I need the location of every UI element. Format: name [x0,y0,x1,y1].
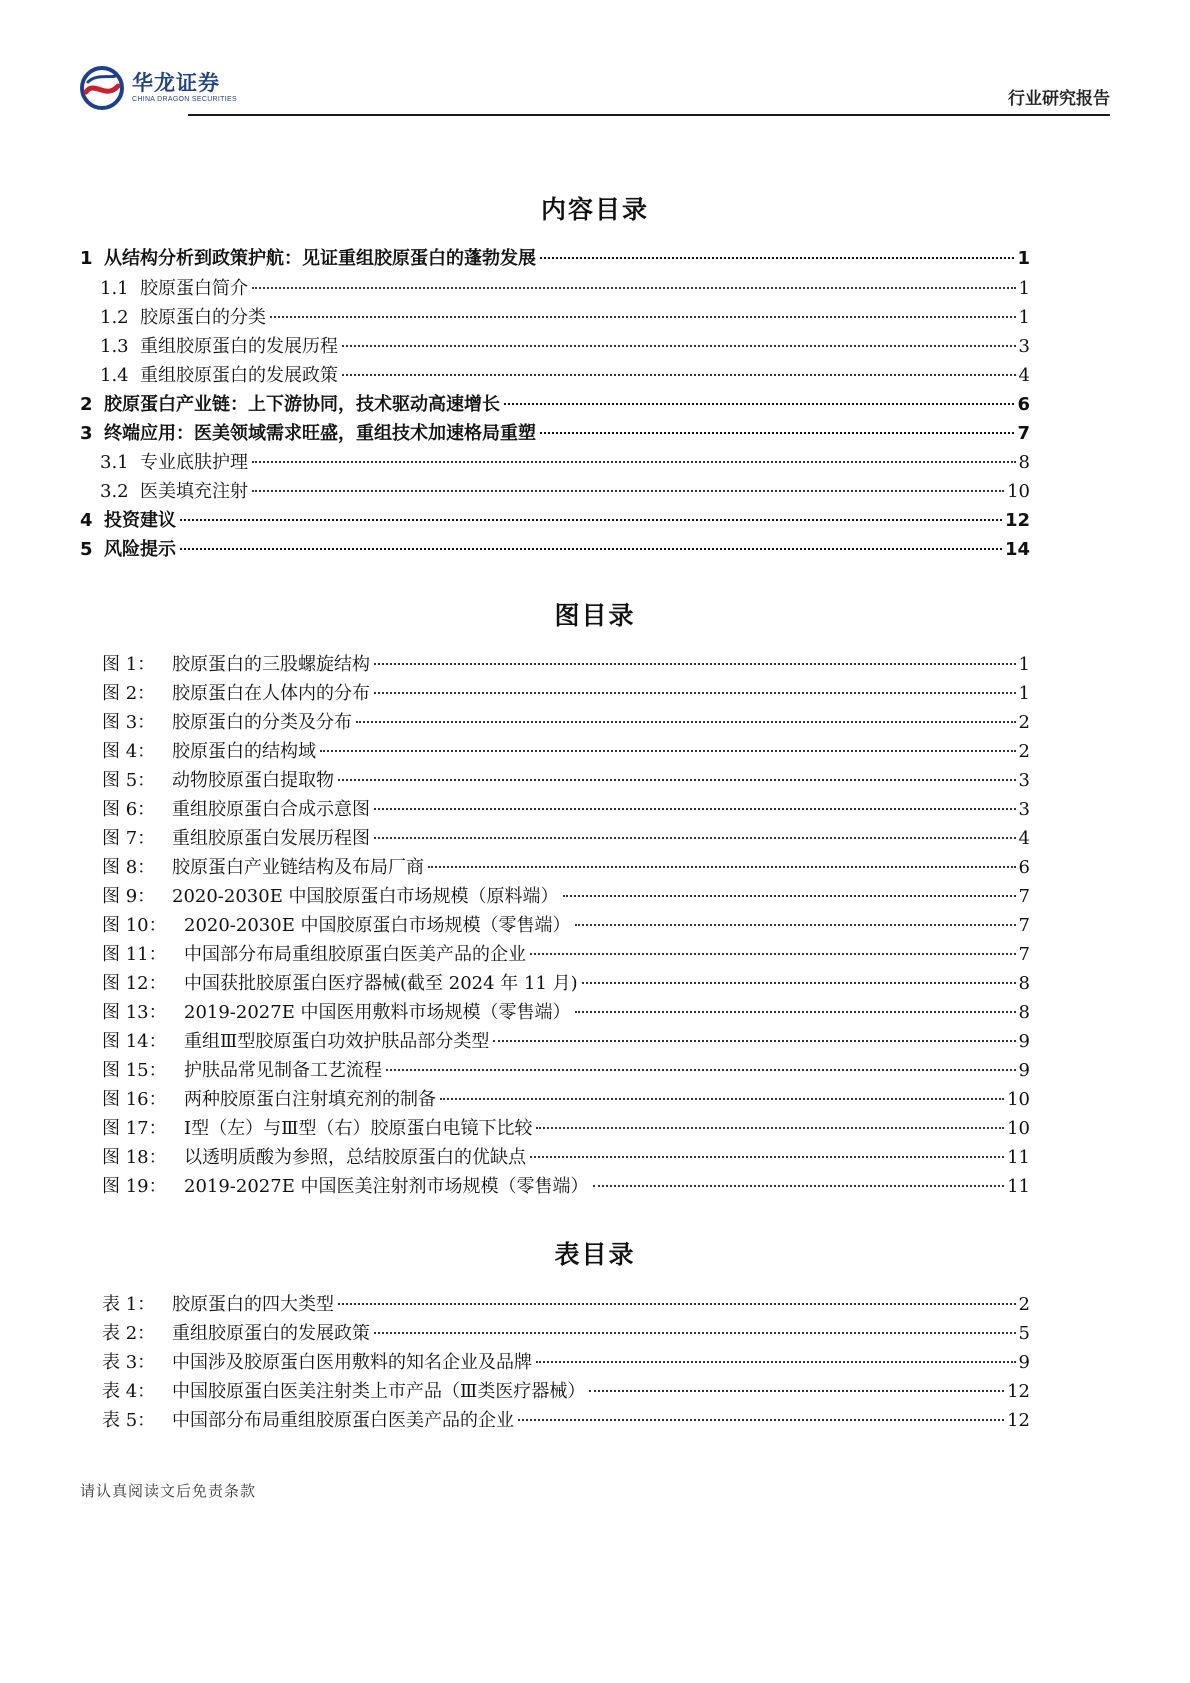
toc-entry-label: 胶原蛋白产业链：上下游协同，技术驱动高速增长 [104,394,500,415]
dot-leader [374,663,1016,665]
toc-entry-number: 1.3 [100,336,129,357]
table-entry-label: 胶原蛋白的四大类型 [172,1294,334,1315]
figure-entry-label: 2019-2027E 中国医用敷料市场规模（零售端） [184,1002,571,1023]
dot-leader [518,1419,1004,1421]
figure-entry[interactable] [102,795,1030,825]
figure-entry[interactable] [102,1143,1030,1173]
table-entry-label: 中国涉及胶原蛋白医用敷料的知名企业及品牌 [172,1352,532,1373]
figure-entry-number: 图 18： [102,1147,167,1168]
toc-entry-label: 风险提示 [104,539,176,560]
toc-entry-page: 12 [1004,510,1030,531]
figure-entry[interactable] [102,1114,1030,1144]
toc-entry[interactable] [100,448,1030,478]
figure-entry[interactable] [102,766,1030,796]
toc-entry-page: 10 [1007,481,1030,502]
table-entry-number: 表 5： [102,1410,156,1431]
toc-entry[interactable] [100,303,1030,333]
table-entry-label: 重组胶原蛋白的发展政策 [172,1323,370,1344]
toc-entry-number: 3 [80,423,93,444]
toc-entry-number: 5 [80,539,93,560]
toc-entry[interactable] [80,506,1030,536]
toc-entry-number: 4 [80,510,93,531]
dot-leader [575,1011,1016,1013]
figure-entry-number: 图 10： [102,915,167,936]
figures-title: 图目录 [554,601,636,630]
toc-entry[interactable] [100,361,1030,391]
dot-leader [593,1185,1005,1187]
dot-leader [493,1040,1015,1042]
figure-entry-label: 中国部分布局重组胶原蛋白医美产品的企业 [184,944,526,965]
brand-logo [80,66,237,110]
dot-leader [338,779,1016,781]
toc-entry[interactable] [80,419,1030,449]
dot-leader [342,374,1016,376]
figure-entry[interactable] [102,650,1030,680]
figure-entry-page: 11 [1007,1176,1030,1197]
dot-leader [530,953,1016,955]
figure-entry-number: 图 14： [102,1031,167,1052]
figure-entry-label: 胶原蛋白在人体内的分布 [172,683,370,704]
figure-entry-label: 重组胶原蛋白发展历程图 [172,828,370,849]
dot-leader [536,1361,1016,1363]
dot-leader [374,808,1016,810]
figure-entry[interactable] [102,998,1030,1028]
toc-entry-number: 1.1 [100,278,129,299]
figure-entry-label: 以透明质酸为参照，总结胶原蛋白的优缺点 [184,1147,526,1168]
dot-leader [320,750,1016,752]
dot-leader [356,721,1016,723]
toc-entry[interactable] [80,390,1030,420]
figure-entry-number: 图 9： [102,886,156,907]
figure-entry-label: 中国获批胶原蛋白医疗器械(截至 2024 年 11 月) [184,973,578,994]
figure-entry-label: Ⅰ型（左）与Ⅲ型（右）胶原蛋白电镜下比较 [184,1118,533,1139]
figure-entry[interactable] [102,1056,1030,1086]
figure-entry[interactable] [102,708,1030,738]
figure-entry-page: 7 [1018,944,1030,965]
figure-entry-page: 10 [1007,1089,1030,1110]
table-entry-page: 12 [1007,1381,1030,1402]
dot-leader [540,432,1014,434]
figure-entry-page: 8 [1018,1002,1030,1023]
figure-entry-page: 7 [1018,886,1030,907]
figure-entry-page: 2 [1018,712,1030,733]
figure-entry-number: 图 3： [102,712,156,733]
dragon-logo-icon [80,66,124,110]
figure-entry[interactable] [102,1085,1030,1115]
figure-entry-label: 重组胶原蛋白合成示意图 [172,799,370,820]
table-entry-number: 表 4： [102,1381,156,1402]
dot-leader [374,837,1016,839]
figure-entry-page: 8 [1018,973,1030,994]
table-entry[interactable] [102,1290,1030,1320]
figure-entry[interactable] [102,969,1030,999]
toc-entry-label: 重组胶原蛋白的发展历程 [140,336,338,357]
figure-entry[interactable] [102,1172,1030,1202]
figure-entry-label: 胶原蛋白产业链结构及布局厂商 [172,857,424,878]
dot-leader [252,461,1016,463]
dot-leader [536,1127,1004,1129]
header-divider [188,114,1110,116]
toc-entry-number: 1.4 [100,365,129,386]
figure-entry-label: 动物胶原蛋白提取物 [172,770,334,791]
figure-entry-number: 图 16： [102,1089,167,1110]
figure-entry-number: 图 8： [102,857,156,878]
figure-entry[interactable] [102,679,1030,709]
toc-entry-page: 8 [1018,452,1030,473]
figure-entry-label: 胶原蛋白的结构域 [172,741,316,762]
figure-entry[interactable] [102,853,1030,883]
dot-leader [270,316,1016,318]
table-entry-page: 2 [1018,1294,1030,1315]
toc-entry-label: 胶原蛋白简介 [140,278,248,299]
figure-entry[interactable] [102,1027,1030,1057]
toc-entry-label: 投资建议 [104,510,176,531]
toc-entry-label: 医美填充注射 [140,481,248,502]
figure-entry-page: 6 [1018,857,1030,878]
table-entry[interactable] [102,1377,1030,1407]
figure-entry-page: 4 [1018,828,1030,849]
table-entry-number: 表 2： [102,1323,156,1344]
figure-entry-label: 2020-2030E 中国胶原蛋白市场规模（原料端） [172,886,559,907]
figure-entry-number: 图 4： [102,741,156,762]
toc-entry-page: 14 [1004,539,1030,560]
dot-leader [540,257,1014,259]
toc-entry-label: 专业底肤护理 [140,452,248,473]
dot-leader [252,490,1004,492]
figure-entry-label: 护肤品常见制备工艺流程 [184,1060,382,1081]
figure-entry-page: 1 [1018,683,1030,704]
dot-leader [440,1098,1004,1100]
figure-entry-number: 图 15： [102,1060,167,1081]
dot-leader [589,1390,1004,1392]
dot-leader [374,692,1016,694]
toc-entry[interactable] [80,244,1030,274]
figure-entry-page: 7 [1018,915,1030,936]
table-entry[interactable] [102,1406,1030,1436]
toc-entry[interactable] [100,477,1030,507]
figure-entry-number: 图 19： [102,1176,167,1197]
figure-entry-page: 3 [1018,770,1030,791]
toc-entry-label: 胶原蛋白的分类 [140,307,266,328]
figure-entry-number: 图 12： [102,973,167,994]
figure-entry[interactable] [102,737,1030,767]
figure-entry-number: 图 7： [102,828,156,849]
dot-leader [575,924,1016,926]
figure-entry[interactable] [102,824,1030,854]
toc-entry-page: 1 [1018,307,1030,328]
figure-entry[interactable] [102,940,1030,970]
figure-entry-page: 10 [1007,1118,1030,1139]
toc-entry-label: 终端应用：医美领域需求旺盛，重组技术加速格局重塑 [104,423,536,444]
figure-entry-page: 3 [1018,799,1030,820]
table-entry-page: 12 [1007,1410,1030,1431]
toc-entry-page: 7 [1017,423,1030,444]
figure-entry-label: 胶原蛋白的分类及分布 [172,712,352,733]
dot-leader [563,895,1016,897]
toc-entry-page: 4 [1018,365,1030,386]
toc-entry[interactable] [80,535,1030,565]
figure-entry-page: 1 [1018,654,1030,675]
table-entry-number: 表 1： [102,1294,156,1315]
figure-entry-number: 图 17： [102,1118,167,1139]
report-type: 行业研究报告 [1008,89,1110,109]
table-entry-label: 中国部分布局重组胶原蛋白医美产品的企业 [172,1410,514,1431]
page-header [80,62,1110,116]
figure-entry-number: 图 13： [102,1002,167,1023]
figure-entry-label: 两种胶原蛋白注射填充剂的制备 [184,1089,436,1110]
figure-entry-number: 图 11： [102,944,167,965]
dot-leader [338,1303,1016,1305]
figure-entry-number: 图 5： [102,770,156,791]
figure-entry-label: 重组Ⅲ型胶原蛋白功效护肤品部分类型 [184,1031,490,1052]
table-entry-page: 5 [1018,1323,1030,1344]
dot-leader [180,519,1002,521]
dot-leader [530,1156,1004,1158]
table-entry[interactable] [102,1319,1030,1349]
toc-entry-label: 重组胶原蛋白的发展政策 [140,365,338,386]
toc-entry-number: 2 [80,394,93,415]
figure-entry-label: 2020-2030E 中国胶原蛋白市场规模（零售端） [184,915,571,936]
toc-entry-number: 3.2 [100,481,129,502]
toc-entry-page: 3 [1018,336,1030,357]
figure-entry[interactable] [102,882,1030,912]
dot-leader [252,287,1016,289]
toc-entry-label: 从结构分析到政策护航：见证重组胶原蛋白的蓬勃发展 [104,248,536,269]
figure-entry-page: 9 [1018,1060,1030,1081]
dot-leader [504,403,1014,405]
toc-entry-page: 6 [1017,394,1030,415]
dot-leader [374,1332,1016,1334]
figure-entry-label: 胶原蛋白的三股螺旋结构 [172,654,370,675]
toc-entry-number: 3.1 [100,452,129,473]
dot-leader [342,345,1016,347]
dot-leader [180,548,1002,550]
table-entry-page: 9 [1018,1352,1030,1373]
figure-entry-label: 2019-2027E 中国医美注射剂市场规模（零售端） [184,1176,589,1197]
brand-name-en: CHINA DRAGON SECURITIES [132,96,237,103]
toc-entry-page: 1 [1018,278,1030,299]
toc-entry-number: 1 [80,248,93,269]
toc-entry[interactable] [100,332,1030,362]
figure-entry-number: 图 6： [102,799,156,820]
contents-title: 内容目录 [540,195,649,224]
toc-entry[interactable] [100,274,1030,304]
table-entry[interactable] [102,1348,1030,1378]
disclaimer-note: 请认真阅读文后免责条款 [80,1482,257,1500]
dot-leader [428,866,1016,868]
figure-entry-page: 11 [1007,1147,1030,1168]
toc-entry-number: 1.2 [100,307,129,328]
table-entry-number: 表 3： [102,1352,156,1373]
toc-entry-page: 1 [1017,248,1030,269]
brand-name-cn: 华龙证券 [132,71,220,95]
figure-entry-number: 图 1： [102,654,156,675]
dot-leader [582,982,1016,984]
figure-entry-page: 9 [1018,1031,1030,1052]
dot-leader [386,1069,1016,1071]
table-entry-label: 中国胶原蛋白医美注射类上市产品（Ⅲ类医疗器械） [172,1381,586,1402]
tables-title: 表目录 [554,1240,636,1269]
figure-entry-page: 2 [1018,741,1030,762]
figure-entry[interactable] [102,911,1030,941]
figure-entry-number: 图 2： [102,683,156,704]
